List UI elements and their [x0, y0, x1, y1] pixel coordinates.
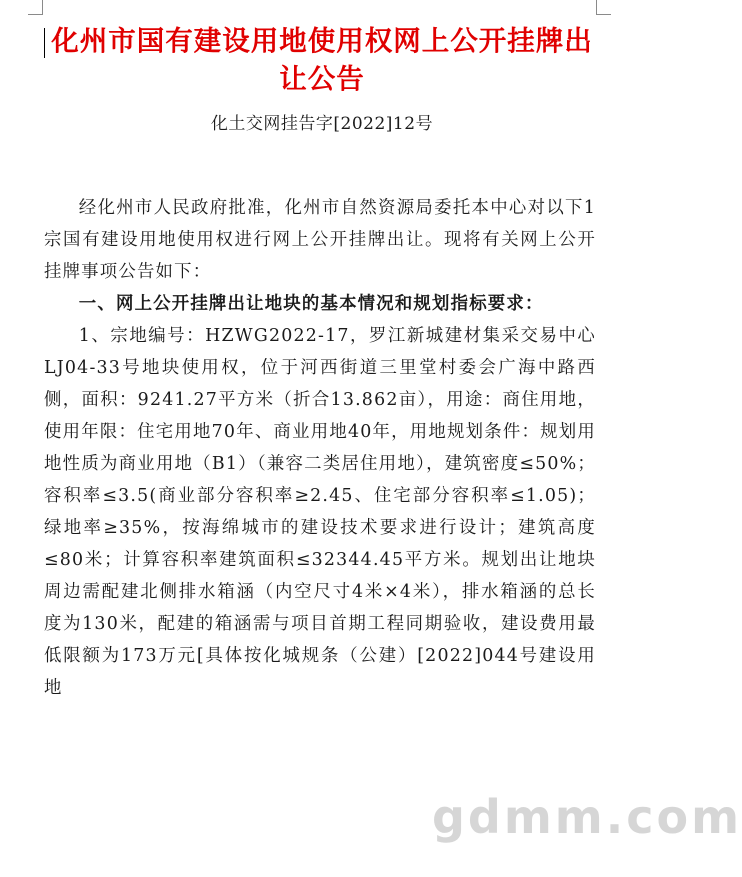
page-corner-mark-right [596, 0, 611, 15]
intro-paragraph[interactable]: 经化州市人民政府批准，化州市自然资源局委托本中心对以下1宗国有建设用地使用权进行网上公开挂牌出让。现将有关网上公开挂牌事项公告如下： [44, 198, 596, 282]
site-watermark: gdmm.com [432, 790, 742, 844]
parcel-paragraph[interactable]: 1、宗地编号：HZWG2022-17，罗江新城建材集采交易中心LJ04-33号地块使用权，位于河西街道三里堂村委会广海中路西侧，面积：9241.27平方米（折合13.862亩），用途：商住用地，使用年限：住宅用地70年、商业用地40年，用地规划条件：规划用地性质为商业用地（B1）（兼容二类居住用地），建筑密度≤50%；容积率≤3.5(商业部分容积率≥2.45、住宅部分容积率≤1.05)；绿地率≥35%，按海绵城市的建设技术要求进行设计；建筑高度≤80米；计算容积率建筑面积≤32344.45平方米。规划出让地块周边需配建北侧排水箱涵（内空尺寸4米×4米），排水箱涵的总长度为130米，配建的箱涵需与项目首期工程同期验收，建设费用最低限额为173万元[具体按化城规条（公建）[2022]044号建设用地 [44, 326, 596, 698]
page-corner-mark-left [28, 0, 43, 15]
text-cursor [44, 28, 45, 58]
document-title[interactable]: 化州市国有建设用地使用权网上公开挂牌出让公告 [51, 25, 593, 95]
document-body[interactable] [44, 192, 596, 704]
section-heading[interactable]: 一、网上公开挂牌出让地块的基本情况和规划指标要求： [78, 294, 544, 314]
document-number[interactable]: 化土交网挂告字[2022]12号 [210, 114, 434, 134]
